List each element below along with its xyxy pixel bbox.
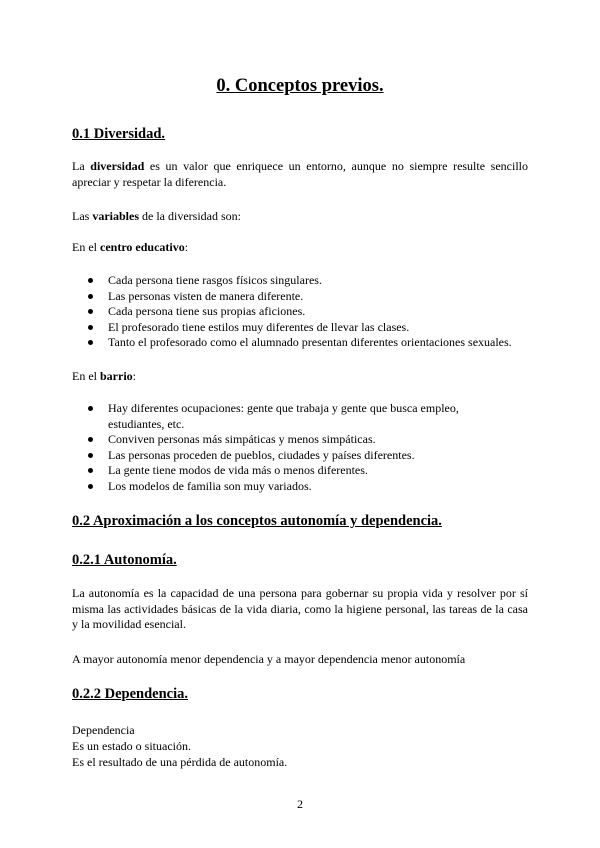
- list-item: [72, 320, 528, 336]
- dependencia-line: Dependencia: [72, 723, 135, 737]
- list-item-text: El profesorado tiene estilos muy diferentes de llevar las clases.: [108, 319, 410, 334]
- paragraph-variables: [72, 209, 528, 225]
- list-item: [72, 401, 528, 432]
- paragraph-autonomia: La autonomía es la capacidad de una persona para gobernar su propia vida y resolver por sí misma las actividades básicas de la vida diaria, como la higiene personal, las tareas de la casa y la movilidad esencial.: [72, 586, 528, 631]
- list-item-text: Tanto el profesorado como el alumnado presentan diferentes orientaciones sexuales.: [108, 335, 512, 349]
- bullet-icon: [88, 406, 93, 411]
- text-run: :: [132, 369, 137, 383]
- text-run: Las: [72, 209, 93, 223]
- list-item-text: Cada persona tiene rasgos físicos singulares.: [108, 273, 322, 287]
- list-item-text: Cada persona tiene sus propias aficiones.: [108, 304, 306, 318]
- text-run: de la diversidad son:: [139, 209, 241, 223]
- heading-aproximacion: 0.2 Aproximación a los conceptos autonomía y dependencia.: [72, 513, 442, 529]
- list-item-text: Hay diferentes ocupaciones: gente que trabaja y gente que busca empleo, estudiantes, etc.: [108, 401, 459, 431]
- statement-autonomia: A mayor autonomía menor dependencia y a mayor dependencia menor autonomía: [72, 652, 466, 666]
- list-item: [72, 432, 528, 448]
- bold-term: variables: [92, 209, 139, 223]
- list-item-text: Conviven personas más simpáticas y menos simpáticas.: [108, 432, 376, 446]
- label-centro-educativo: [72, 240, 528, 256]
- list-barrio: [72, 401, 528, 494]
- bullet-icon: [88, 340, 93, 345]
- page-number: 2: [297, 797, 303, 811]
- list-item: [72, 289, 528, 305]
- bullet-icon: [88, 325, 93, 330]
- bullet-icon: [88, 309, 93, 314]
- heading-dependencia: 0.2.2 Dependencia.: [72, 686, 188, 702]
- bullet-icon: [88, 278, 93, 283]
- bold-term: diversidad: [90, 159, 145, 173]
- list-item: [72, 448, 528, 464]
- text-run: :: [184, 240, 189, 254]
- document-page: [72, 0, 528, 848]
- list-item-text: Las personas visten de manera diferente.: [108, 288, 304, 303]
- list-item-text: La gente tiene modos de vida más o menos diferentes.: [108, 463, 368, 477]
- text-run: En el: [72, 240, 100, 254]
- text-run: La: [72, 159, 91, 173]
- bullet-icon: [88, 468, 93, 473]
- list-item: [72, 463, 528, 479]
- list-item: [72, 304, 528, 320]
- dependencia-line: Es el resultado de una pérdida de autonomía.: [72, 755, 288, 769]
- list-item: [72, 273, 528, 289]
- dependencia-line: Es un estado o situación.: [72, 739, 191, 753]
- text-run: En el: [72, 369, 100, 383]
- heading-autonomia: 0.2.1 Autonomía.: [72, 552, 177, 568]
- bold-term: barrio: [100, 369, 133, 383]
- label-barrio: [72, 369, 528, 385]
- bullet-icon: [88, 453, 93, 458]
- text-run: es un valor que enriquece un entorno, aunque no siempre resulte sencillo apreciar y respetar la diferencia.: [72, 159, 529, 189]
- heading-diversidad: 0.1 Diversidad.: [72, 126, 166, 142]
- bold-term: centro educativo: [100, 240, 185, 254]
- bullet-icon: [88, 437, 93, 442]
- bullet-icon: [88, 484, 93, 489]
- paragraph-diversidad: [72, 159, 528, 190]
- list-item: [72, 479, 528, 495]
- bullet-icon: [88, 294, 93, 299]
- list-item: [72, 335, 528, 351]
- list-item-text: Los modelos de familia son muy variados.: [108, 478, 312, 493]
- list-item-text: Las personas proceden de pueblos, ciudades y países diferentes.: [108, 447, 415, 462]
- list-centro-educativo: [72, 273, 528, 351]
- page-title: 0. Conceptos previos.: [216, 76, 384, 96]
